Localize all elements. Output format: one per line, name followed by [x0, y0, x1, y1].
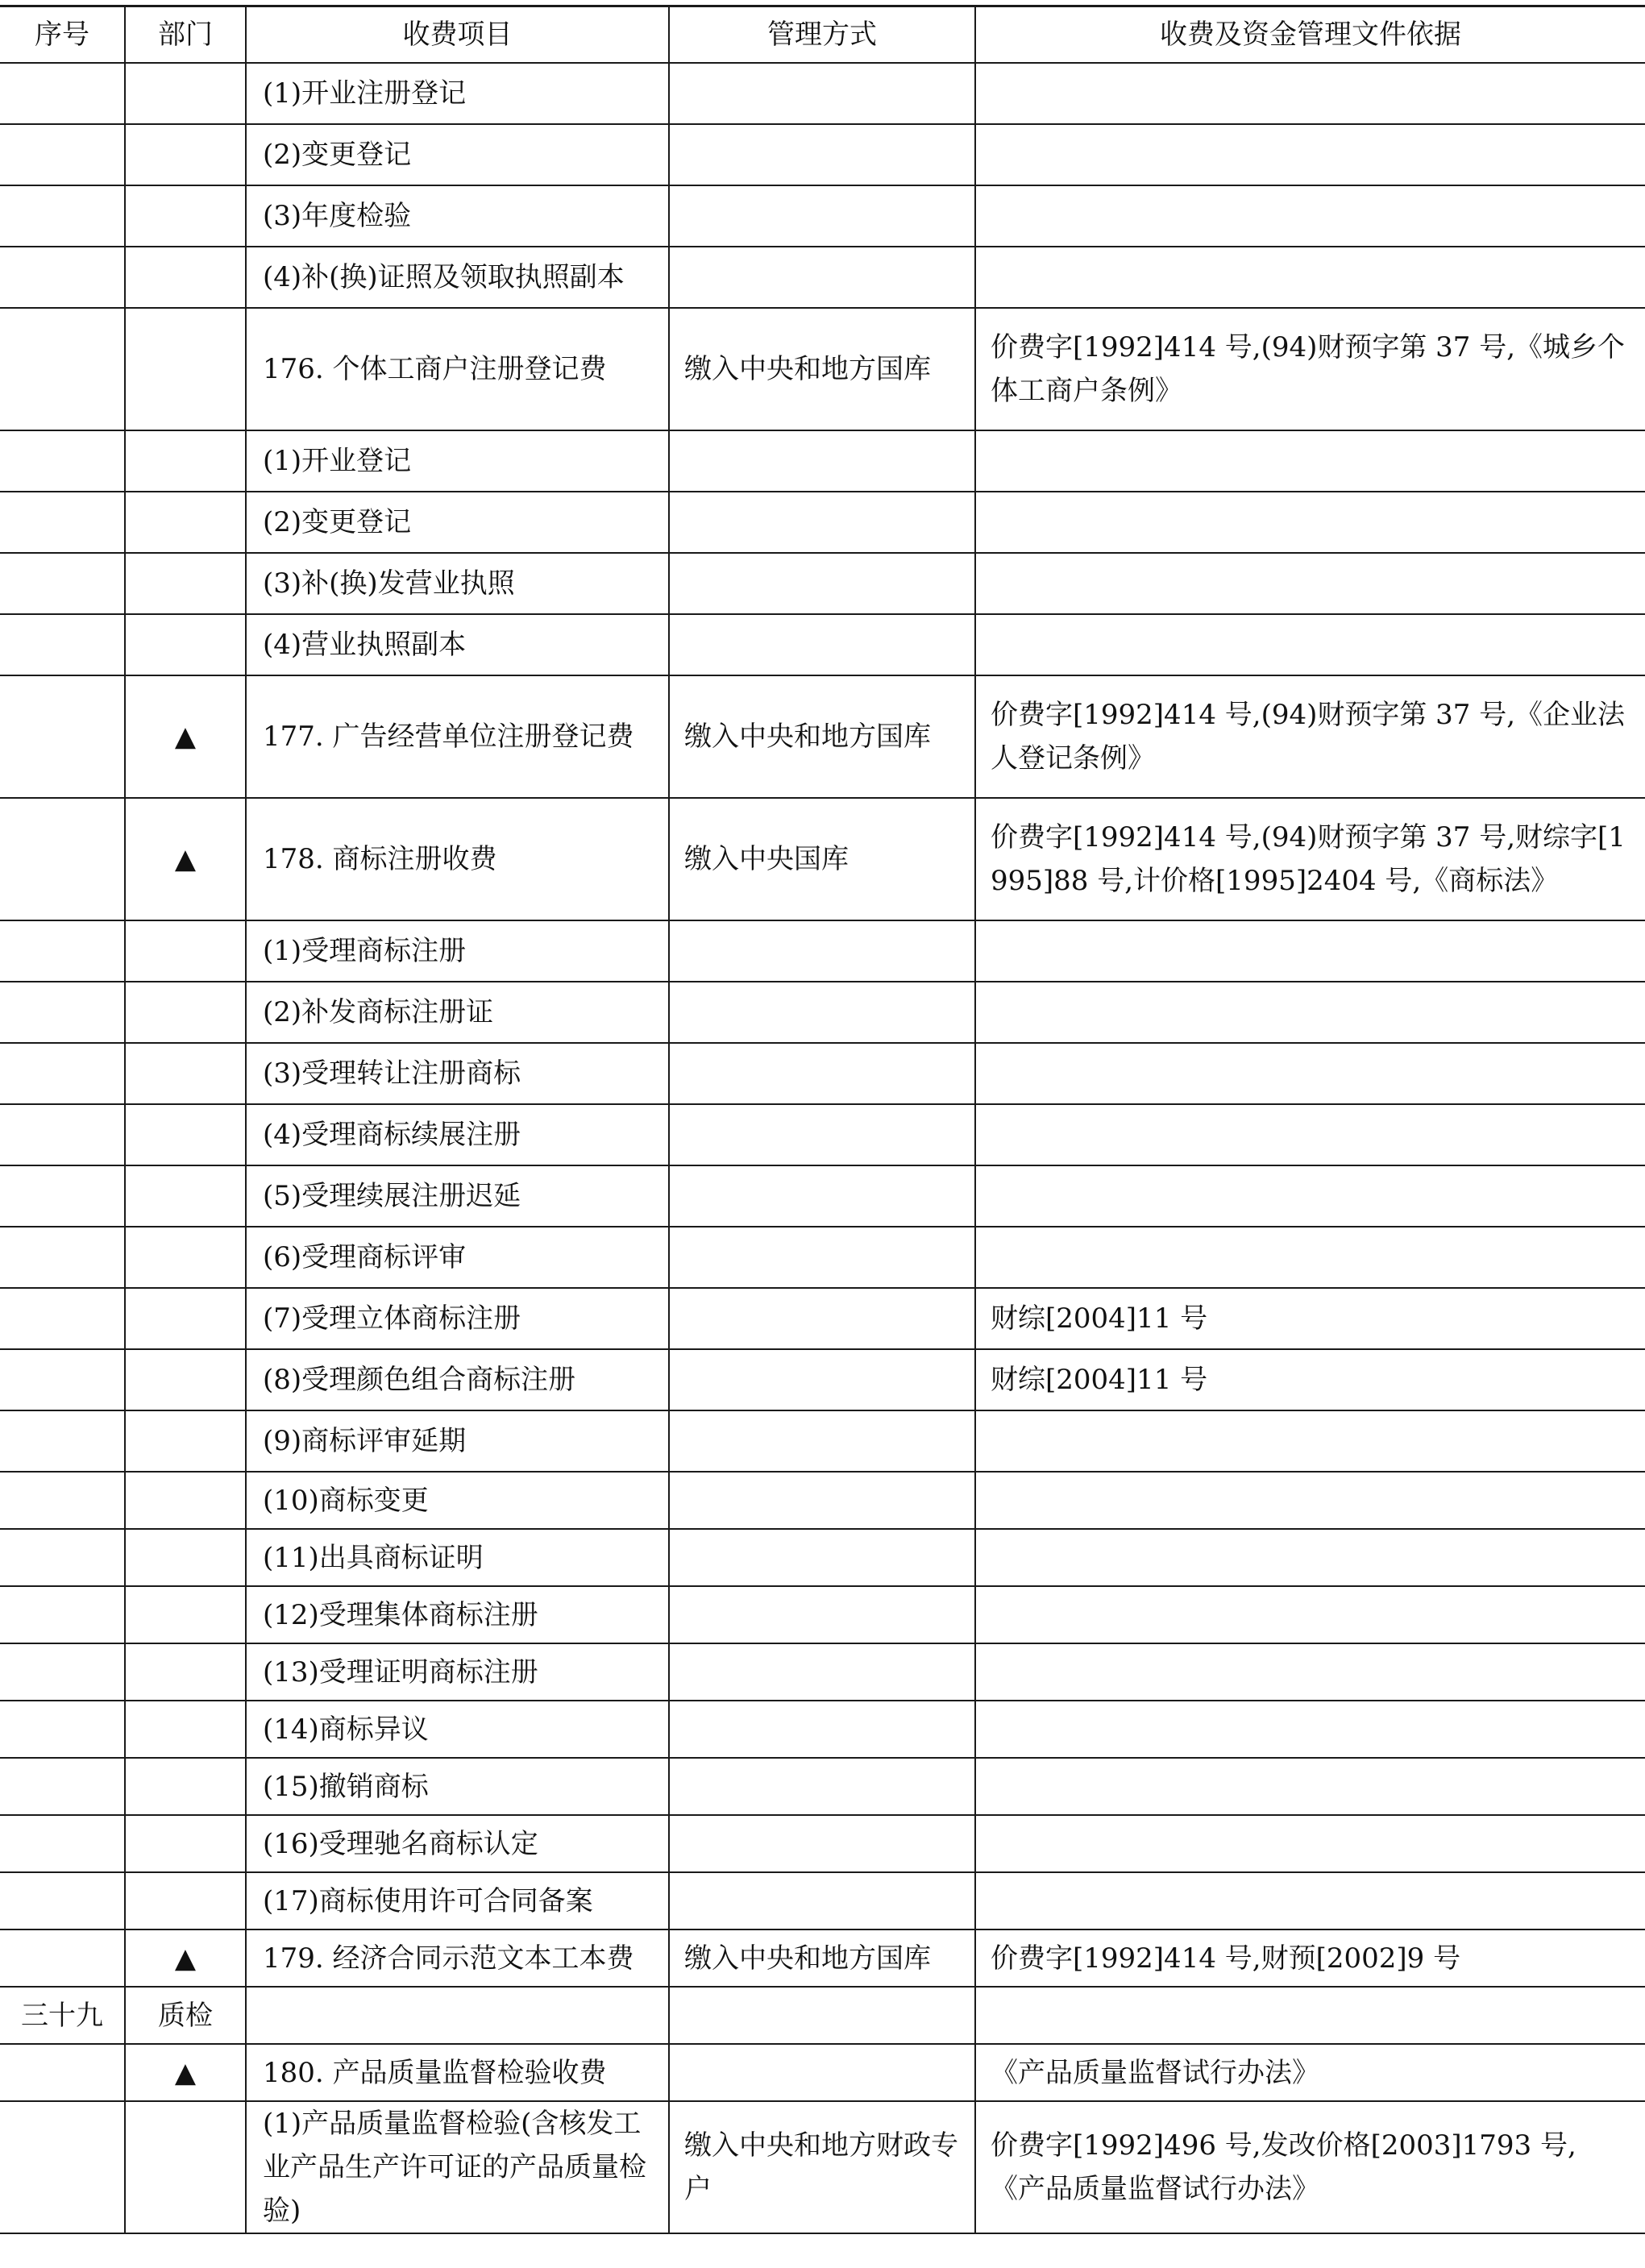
cell-no [0, 1410, 125, 1472]
cell-item: (3)年度检验 [246, 185, 669, 247]
cell-basis: 价费字[1992]414 号,财预[2002]9 号 [975, 1929, 1645, 1987]
cell-no [0, 1815, 125, 1872]
cell-mgmt [669, 1165, 975, 1227]
cell-no [0, 1586, 125, 1643]
cell-basis [975, 1410, 1645, 1472]
cell-item: (14)商标异议 [246, 1701, 669, 1758]
cell-basis [975, 430, 1645, 492]
table-row [0, 1043, 1645, 1104]
table-row [0, 1987, 1645, 2044]
cell-basis [975, 982, 1645, 1043]
cell-no [0, 1288, 125, 1349]
cell-dept [125, 1288, 246, 1349]
cell-item: (11)出具商标证明 [246, 1529, 669, 1586]
cell-mgmt [669, 1815, 975, 1872]
cell-dept [125, 308, 246, 430]
cell-mgmt [669, 430, 975, 492]
cell-no [0, 982, 125, 1043]
triangle-marker-icon: ▲ [125, 2044, 246, 2101]
cell-no [0, 247, 125, 308]
cell-no [0, 308, 125, 430]
cell-basis [975, 1643, 1645, 1701]
cell-mgmt [669, 1586, 975, 1643]
cell-dept [125, 247, 246, 308]
cell-mgmt [669, 1529, 975, 1586]
cell-dept [125, 1701, 246, 1758]
cell-item: (2)变更登记 [246, 492, 669, 553]
table-row [0, 1872, 1645, 1929]
table-row [0, 1586, 1645, 1643]
cell-item: (3)受理转让注册商标 [246, 1043, 669, 1104]
cell-basis: 价费字[1992]496 号,发改价格[2003]1793 号,《产品质量监督试行办法》 [975, 2101, 1645, 2233]
cell-basis [975, 1586, 1645, 1643]
cell-basis: 价费字[1992]414 号,(94)财预字第 37 号,《城乡个体工商户条例》 [975, 308, 1645, 430]
cell-basis: 财综[2004]11 号 [975, 1288, 1645, 1349]
cell-dept: 质检 [125, 1987, 246, 2044]
table-row [0, 920, 1645, 982]
cell-item: (2)补发商标注册证 [246, 982, 669, 1043]
cell-dept [125, 1043, 246, 1104]
cell-mgmt: 缴入中央和地方国库 [669, 308, 975, 430]
cell-mgmt [669, 614, 975, 675]
cell-item: (12)受理集体商标注册 [246, 1586, 669, 1643]
cell-dept [125, 124, 246, 185]
triangle-marker-icon: ▲ [125, 675, 246, 798]
table-row [0, 247, 1645, 308]
cell-item: 178. 商标注册收费 [246, 798, 669, 920]
cell-item: (1)产品质量监督检验(含核发工业产品生产许可证的产品质量检验) [246, 2101, 669, 2233]
fee-table [0, 5, 1645, 2234]
cell-dept [125, 1165, 246, 1227]
cell-no [0, 63, 125, 124]
cell-no [0, 920, 125, 982]
cell-basis [975, 492, 1645, 553]
cell-no [0, 1643, 125, 1701]
cell-dept [125, 1758, 246, 1815]
cell-dept [125, 1586, 246, 1643]
cell-basis [975, 1758, 1645, 1815]
cell-item: (7)受理立体商标注册 [246, 1288, 669, 1349]
cell-mgmt [669, 1987, 975, 2044]
cell-item: 177. 广告经营单位注册登记费 [246, 675, 669, 798]
table-row [0, 1815, 1645, 1872]
cell-dept [125, 492, 246, 553]
header-basis: 收费及资金管理文件依据 [975, 6, 1645, 64]
cell-dept [125, 553, 246, 614]
table-header-row [0, 6, 1645, 64]
table-row [0, 492, 1645, 553]
cell-item: (6)受理商标评审 [246, 1227, 669, 1288]
cell-no [0, 430, 125, 492]
cell-dept [125, 1872, 246, 1929]
cell-basis [975, 1227, 1645, 1288]
table-row [0, 1104, 1645, 1165]
cell-dept [125, 1227, 246, 1288]
cell-mgmt [669, 1872, 975, 1929]
cell-no [0, 1872, 125, 1929]
cell-basis [975, 1529, 1645, 1586]
cell-item: (15)撤销商标 [246, 1758, 669, 1815]
cell-item: (3)补(换)发营业执照 [246, 553, 669, 614]
cell-item: 179. 经济合同示范文本工本费 [246, 1929, 669, 1987]
cell-mgmt: 缴入中央和地方国库 [669, 1929, 975, 1987]
cell-dept [125, 185, 246, 247]
cell-mgmt [669, 1349, 975, 1410]
table-row [0, 1410, 1645, 1472]
cell-no [0, 1758, 125, 1815]
cell-item: (17)商标使用许可合同备案 [246, 1872, 669, 1929]
cell-no [0, 675, 125, 798]
header-dept: 部门 [125, 6, 246, 64]
cell-basis: 《产品质量监督试行办法》 [975, 2044, 1645, 2101]
cell-basis [975, 247, 1645, 308]
cell-mgmt [669, 124, 975, 185]
cell-basis [975, 124, 1645, 185]
cell-dept [125, 614, 246, 675]
cell-dept [125, 1104, 246, 1165]
cell-item: 176. 个体工商户注册登记费 [246, 308, 669, 430]
table-row [0, 430, 1645, 492]
cell-mgmt [669, 247, 975, 308]
triangle-marker-icon: ▲ [125, 1929, 246, 1987]
cell-no [0, 1349, 125, 1410]
cell-no: 三十九 [0, 1987, 125, 2044]
cell-basis: 价费字[1992]414 号,(94)财预字第 37 号,财综字[1995]88 号,计价格[1995]2404 号,《商标法》 [975, 798, 1645, 920]
cell-no [0, 2044, 125, 2101]
cell-mgmt [669, 1288, 975, 1349]
cell-mgmt [669, 1410, 975, 1472]
cell-basis [975, 1872, 1645, 1929]
cell-mgmt: 缴入中央和地方国库 [669, 675, 975, 798]
cell-basis [975, 920, 1645, 982]
cell-no [0, 1529, 125, 1586]
cell-mgmt [669, 2044, 975, 2101]
cell-dept [125, 982, 246, 1043]
table-row [0, 982, 1645, 1043]
table-row [0, 675, 1645, 798]
cell-item: 180. 产品质量监督检验收费 [246, 2044, 669, 2101]
cell-dept [125, 1529, 246, 1586]
cell-item: (10)商标变更 [246, 1472, 669, 1529]
cell-item: (4)营业执照副本 [246, 614, 669, 675]
cell-mgmt [669, 1758, 975, 1815]
table-row [0, 1165, 1645, 1227]
cell-item: (1)开业登记 [246, 430, 669, 492]
table-row [0, 1288, 1645, 1349]
table-row [0, 124, 1645, 185]
cell-dept [125, 1643, 246, 1701]
cell-mgmt [669, 920, 975, 982]
cell-mgmt: 缴入中央和地方财政专户 [669, 2101, 975, 2233]
cell-mgmt [669, 1701, 975, 1758]
cell-basis: 价费字[1992]414 号,(94)财预字第 37 号,《企业法人登记条例》 [975, 675, 1645, 798]
cell-item: (13)受理证明商标注册 [246, 1643, 669, 1701]
cell-mgmt [669, 1472, 975, 1529]
cell-mgmt [669, 63, 975, 124]
table-row [0, 1701, 1645, 1758]
cell-no [0, 1227, 125, 1288]
table-row [0, 1529, 1645, 1586]
header-item: 收费项目 [246, 6, 669, 64]
cell-mgmt [669, 1227, 975, 1288]
table-row [0, 63, 1645, 124]
cell-no [0, 124, 125, 185]
cell-basis [975, 1815, 1645, 1872]
cell-basis [975, 553, 1645, 614]
table-row [0, 1227, 1645, 1288]
cell-item: (8)受理颜色组合商标注册 [246, 1349, 669, 1410]
cell-no [0, 1472, 125, 1529]
header-no: 序号 [0, 6, 125, 64]
table-row [0, 185, 1645, 247]
cell-dept [125, 1349, 246, 1410]
cell-mgmt [669, 982, 975, 1043]
cell-item: (9)商标评审延期 [246, 1410, 669, 1472]
cell-no [0, 798, 125, 920]
cell-mgmt [669, 492, 975, 553]
cell-basis [975, 1472, 1645, 1529]
cell-basis [975, 1701, 1645, 1758]
cell-dept [125, 1472, 246, 1529]
cell-no [0, 185, 125, 247]
cell-item: (1)受理商标注册 [246, 920, 669, 982]
cell-basis [975, 614, 1645, 675]
cell-item: (2)变更登记 [246, 124, 669, 185]
cell-item: (4)补(换)证照及领取执照副本 [246, 247, 669, 308]
cell-dept [125, 2101, 246, 2233]
cell-no [0, 1165, 125, 1227]
cell-mgmt [669, 1043, 975, 1104]
cell-no [0, 1043, 125, 1104]
table-row [0, 2044, 1645, 2101]
cell-basis [975, 1165, 1645, 1227]
table-row [0, 308, 1645, 430]
cell-dept [125, 63, 246, 124]
cell-no [0, 1701, 125, 1758]
cell-dept [125, 1815, 246, 1872]
cell-item: (1)开业注册登记 [246, 63, 669, 124]
cell-dept [125, 1410, 246, 1472]
table-row [0, 798, 1645, 920]
cell-no [0, 614, 125, 675]
table-row [0, 1349, 1645, 1410]
cell-item: (4)受理商标续展注册 [246, 1104, 669, 1165]
triangle-marker-icon: ▲ [125, 798, 246, 920]
cell-mgmt [669, 1643, 975, 1701]
table-body [0, 63, 1645, 2233]
table-row [0, 1643, 1645, 1701]
cell-item: (5)受理续展注册迟延 [246, 1165, 669, 1227]
cell-basis [975, 1043, 1645, 1104]
cell-mgmt [669, 1104, 975, 1165]
table-row [0, 2101, 1645, 2233]
cell-dept [125, 430, 246, 492]
cell-dept [125, 920, 246, 982]
cell-mgmt [669, 185, 975, 247]
cell-no [0, 1104, 125, 1165]
cell-no [0, 1929, 125, 1987]
cell-item: (16)受理驰名商标认定 [246, 1815, 669, 1872]
cell-basis: 财综[2004]11 号 [975, 1349, 1645, 1410]
cell-no [0, 492, 125, 553]
cell-basis [975, 63, 1645, 124]
header-mgmt: 管理方式 [669, 6, 975, 64]
table-row [0, 553, 1645, 614]
cell-basis [975, 185, 1645, 247]
cell-mgmt [669, 553, 975, 614]
table-row [0, 1472, 1645, 1529]
cell-item [246, 1987, 669, 2044]
table-row [0, 1758, 1645, 1815]
cell-no [0, 553, 125, 614]
table-row [0, 1929, 1645, 1987]
cell-mgmt: 缴入中央国库 [669, 798, 975, 920]
cell-no [0, 2101, 125, 2233]
cell-basis [975, 1987, 1645, 2044]
cell-basis [975, 1104, 1645, 1165]
table-row [0, 614, 1645, 675]
